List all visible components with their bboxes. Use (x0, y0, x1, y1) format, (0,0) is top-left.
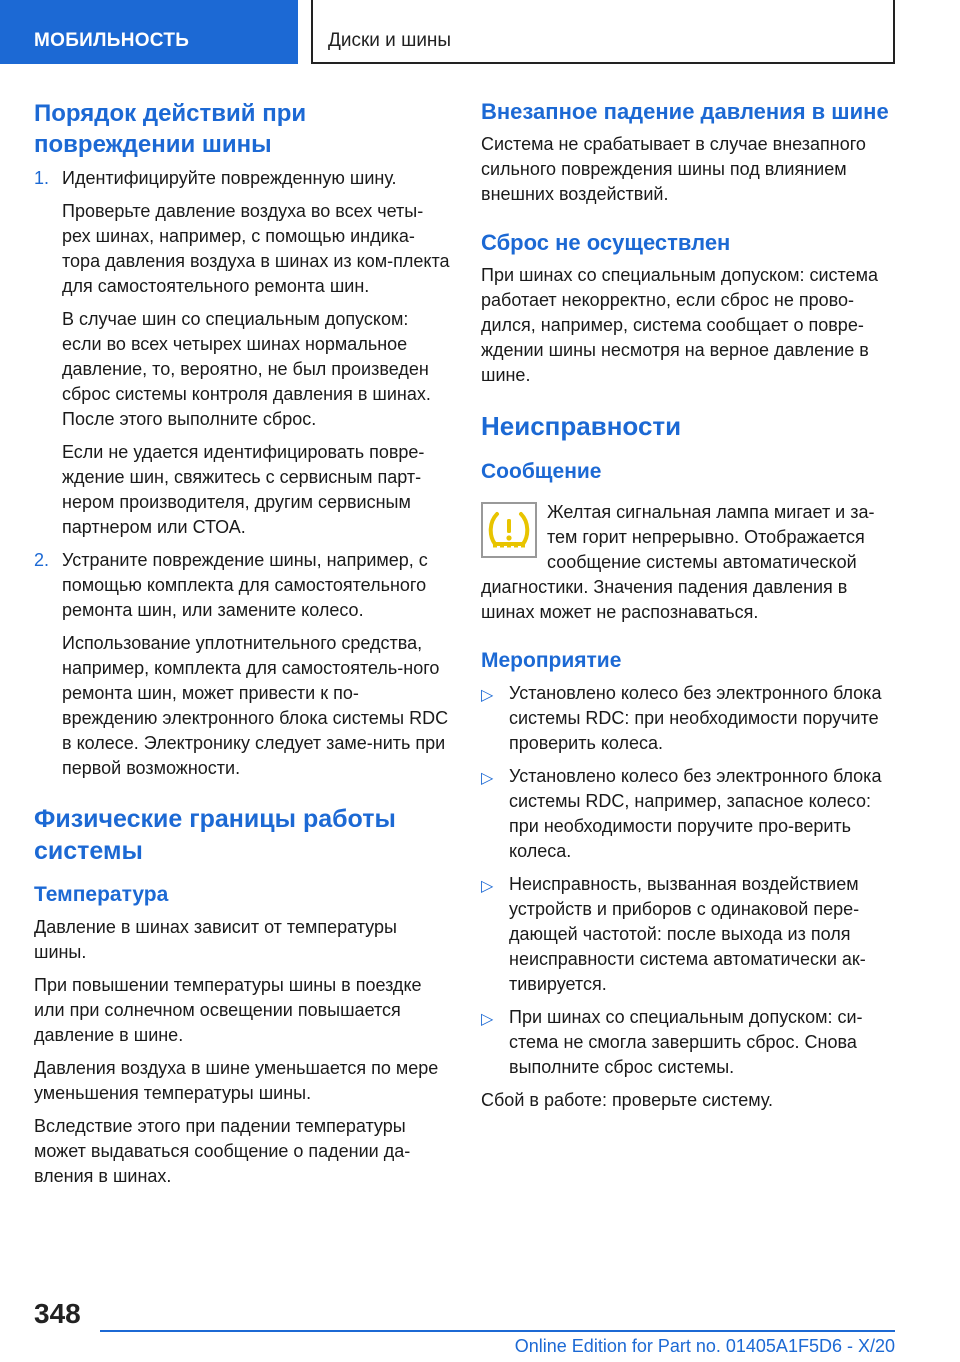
temp-text-1: Давление в шинах зависит от температуры шины. (34, 917, 397, 962)
header-chapter: Диски и шины (311, 0, 895, 64)
list-item (481, 681, 901, 756)
list-item (481, 1005, 901, 1080)
step-1-special: В случае шин со специальным допуском: если во всех четырех шинах нормальное давление, то, вероятно, не был произведен сброс системы контроля давления в шинах. После этого выполните сброс. (62, 309, 431, 429)
triangle-bullet-icon: ▷ (481, 687, 494, 704)
step-2-text: Устраните повреждение шины, например, с помощью комплекта для самостоятельного ремонта шин, или замените колесо. (62, 550, 428, 620)
list-item (481, 764, 901, 864)
page-number: 348 (34, 1298, 81, 1329)
tire-pressure-warning-icon (481, 502, 537, 558)
heading-sudden-drop: Внезапное падение давления в шине (481, 99, 889, 124)
heading-message: Сообщение (481, 460, 602, 483)
triangle-bullet-icon: ▷ (481, 878, 494, 895)
footer-edition: Online Edition for Part no. 01405A1F5D6 - X/20 (514, 1336, 895, 1356)
triangle-bullet-icon: ▷ (481, 1011, 494, 1028)
temp-text-2: При повышении температуры шины в поездке или при солнечном освещении повышается давление в шине. (34, 975, 422, 1045)
list-item-text: Установлено колесо без электронного блока системы RDC: при необходимости поручите проверить колеса. (509, 683, 882, 753)
step-2-number: 2. (34, 550, 50, 570)
list-item-text: Неисправность, вызванная воздействием устройств и приборов с одинаковой пере-дающей частотой: после выхода из поля неисправности система автоматически ак-тивируется. (509, 874, 866, 994)
temp-text-4: Вследствие этого при падении температуры может выдаваться сообщение о падении да-вления в шинах. (34, 1116, 411, 1186)
step-1-contact: Если не удается идентифицировать повре-ждение шин, свяжитесь с сервисным парт-нером производителя, другим сервисным партнером или СТОА. (62, 442, 425, 537)
step-1-number: 1. (34, 168, 50, 188)
step-2-note: Использование уплотнительного средства, например, комплекта для самостоятель-ного ремонта шин, может привести к по-вреждению электронного блока системы RDC в колесе. Электронику следует заме-нить при первой возможности. (62, 633, 449, 778)
step-1-check: Проверьте давление воздуха во всех четы-рех шинах, например, с помощью индика-тора давления воздуха в шинах из ком-плекта для самостоятельного ремонта шин. (62, 201, 450, 296)
list-item (481, 872, 901, 997)
step-1 (34, 166, 450, 540)
sudden-drop-text: Система не срабатывает в случае внезапного сильного повреждения шины под влиянием внешних воздействий. (481, 134, 866, 204)
header-section: МОБИЛЬНОСТЬ (0, 0, 298, 64)
final-text: Сбой в работе: проверьте систему. (481, 1090, 773, 1110)
reset-text: При шинах со специальным допуском: система работает некорректно, если сброс не прово-дился, например, система сообщает о повре-ждении шины несмотря на верное давление в шине. (481, 265, 878, 385)
heading-limits: Физические границы работы системы (34, 805, 396, 865)
triangle-bullet-icon: ▷ (481, 770, 494, 787)
heading-procedure: Порядок действий при повреждении шины (34, 100, 307, 158)
list-item-text: Установлено колесо без электронного блока системы RDC, например, запасное колесо: при необходимости поручите про-верить колеса. (509, 766, 882, 861)
list-item-text: При шинах со специальным допуском: си-стема не смогла завершить сброс. Снова выполните сброс системы. (509, 1007, 863, 1077)
temp-text-3: Давления воздуха в шине уменьшается по мере уменьшения температуры шины. (34, 1058, 439, 1103)
heading-faults: Неисправности (481, 411, 682, 441)
left-column (34, 98, 450, 1197)
message-text: Желтая сигнальная лампа мигает и за-тем горит непрерывно. Отображается сообщение системы автоматической диагностики. Значения падения давления в шинах может не распознаваться. (481, 502, 875, 622)
heading-temperature: Температура (34, 883, 169, 906)
heading-measure: Мероприятие (481, 649, 622, 672)
step-2 (34, 548, 450, 781)
footer-divider (100, 1330, 895, 1332)
right-column (481, 98, 901, 1121)
step-1-text: Идентифицируйте поврежденную шину. (62, 168, 397, 188)
heading-reset: Сброс не осуществлен (481, 230, 731, 255)
